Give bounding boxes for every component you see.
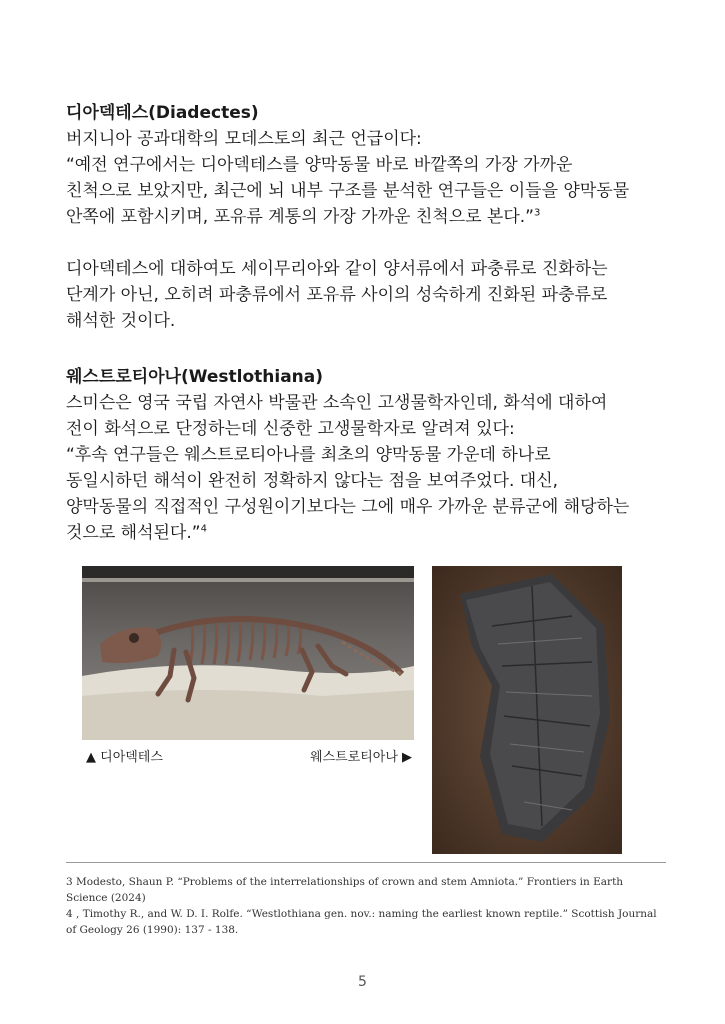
- text-line: 스미슨은 영국 국립 자연사 박물관 소속인 고생물학자인데, 화석에 대하여: [66, 393, 608, 413]
- section-diadectes: [66, 100, 676, 230]
- section-interpretation: [66, 256, 676, 334]
- text-line: 친척으로 보았지만, 최근에 뇌 내부 구조를 분석한 연구들은 이들을 양막동물: [66, 181, 630, 201]
- footnote-ref-3[interactable]: 3: [534, 207, 541, 219]
- text-line: 양막동물의 직접적인 구성원이기보다는 그에 매우 가까운 분류군에 해당하는: [66, 497, 630, 517]
- text-line: 전이 화석으로 단정하는데 신중한 고생물학자로 알려져 있다:: [66, 419, 515, 439]
- heading-westlothiana: 웨스트로티아나(Westlothiana): [66, 367, 324, 387]
- footnote-4: 4 , Timothy R., and W. D. I. Rolfe. “Westlothiana gen. nov.: naming the earliest known reptile.” Scottish Journal of Geology 26 (1990): 137 - 138.: [66, 908, 657, 936]
- text-line: 단계가 아닌, 오히려 파충류에서 포유류 사이의 성숙하게 진화된 파충류로: [66, 285, 608, 305]
- footnote-ref-4[interactable]: 4: [200, 523, 207, 535]
- caption-diadectes: ▲ 디아덱테스: [86, 750, 163, 765]
- footnote-divider: [66, 862, 666, 863]
- quote-end: 안쪽에 포함시키며, 포유류 계통의 가장 가까운 친척으로 본다.”: [66, 207, 534, 227]
- footnote-3: 3 Modesto, Shaun P. “Problems of the interrelationships of crown and stem Amniota.” Frontiers in Earth Science (2024): [66, 876, 624, 904]
- diadectes-skeleton-image: [82, 566, 414, 740]
- heading-diadectes: 디아덱테스(Diadectes): [66, 103, 259, 123]
- section-westlothiana: [66, 364, 676, 546]
- text-line: 동일시하던 해석이 완전히 정확하지 않다는 점을 보여주었다. 대신,: [66, 471, 559, 491]
- footnotes: [66, 874, 666, 938]
- text-line: 버지니아 공과대학의 모데스토의 최근 언급이다:: [66, 129, 422, 149]
- text-line: “예전 연구에서는 디아덱테스를 양막동물 바로 바깥쪽의 가장 가까운: [66, 155, 573, 175]
- text-line: “후속 연구들은 웨스트로티아나를 최초의 양막동물 가운데 하나로: [66, 445, 551, 465]
- text-line: 해석한 것이다.: [66, 311, 176, 331]
- caption-westlothiana: 웨스트로티아나 ▶: [310, 750, 413, 765]
- text-line: [66, 204, 676, 230]
- quote-end: 것으로 해석된다.”: [66, 523, 201, 543]
- westlothiana-fossil-image: [432, 566, 622, 854]
- page-number: 5: [358, 974, 367, 990]
- text-line: 디아덱테스에 대하여도 세이무리아와 같이 양서류에서 파충류로 진화하는: [66, 259, 608, 279]
- text-line: [66, 520, 676, 546]
